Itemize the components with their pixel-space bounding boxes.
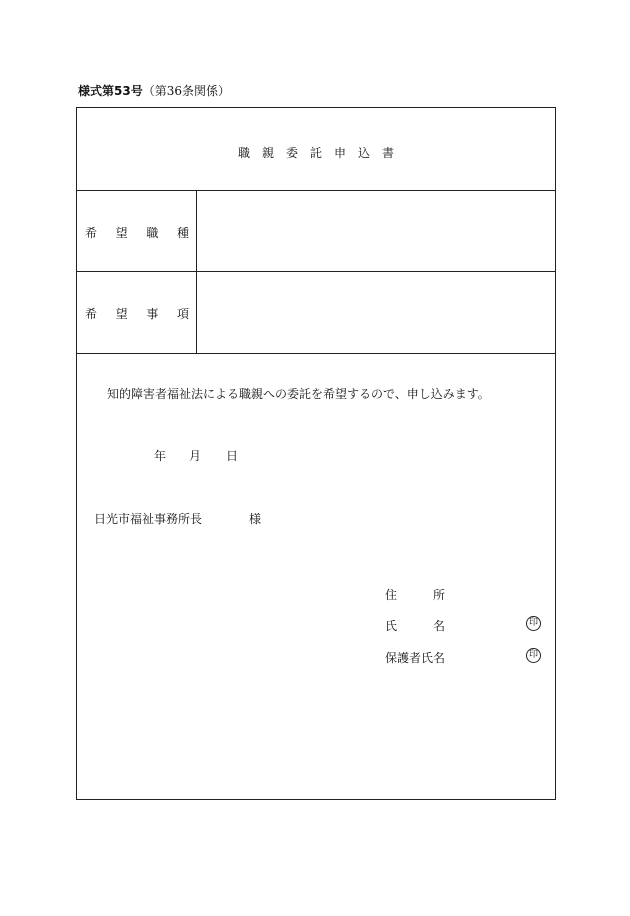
job-type-label-char: 望 [115,226,128,240]
job-type-label [85,224,195,241]
divider-body [77,353,555,354]
name-label-char: 名 [432,619,445,633]
address-label-char: 所 [432,588,445,602]
items-label-char: 項 [176,307,189,321]
seal-mark: 印 [526,648,541,663]
date-year: 年 [154,449,167,463]
addressee-name: 日光市福祉事務所長 [94,512,203,526]
address-label [385,586,445,603]
name-label-char: 氏 [385,619,398,633]
items-label [85,305,195,322]
divider-title [77,190,555,191]
divider-rows [77,271,555,272]
addressee-honorific: 様 [249,512,262,526]
job-type-field[interactable] [198,192,554,270]
items-label-char: 事 [146,307,159,321]
items-field[interactable] [198,273,554,352]
seal-mark: 印 [526,616,541,631]
job-type-label-char: 希 [85,226,98,240]
statement: 知的障害者福祉法による職親への委託を希望するので、申し込みます。 [107,387,490,401]
label-column-divider [196,190,197,353]
form-number-bold: 様式第53号 [78,84,143,98]
guardian-name-label: 保護者氏名 [385,651,446,665]
form-title: 職親委託申込書 [237,146,406,160]
date-month: 月 [189,449,202,463]
form-number-reference: （第36条関係） [142,84,230,98]
name-label [385,617,445,634]
address-label-char: 住 [385,588,398,602]
items-label-char: 希 [85,307,98,321]
items-label-char: 望 [115,307,128,321]
date-day: 日 [226,449,239,463]
job-type-label-char: 職 [146,226,159,240]
application-form [76,107,556,800]
job-type-label-char: 種 [176,226,189,240]
form-number [78,82,230,99]
